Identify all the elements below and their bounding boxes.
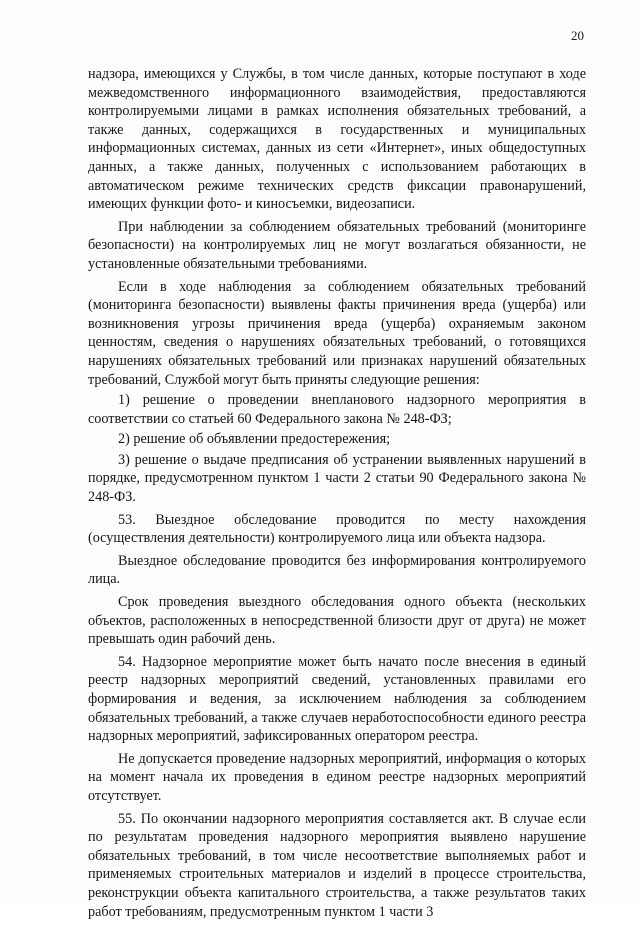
paragraph-field-survey-duration: Срок проведения выездного обследования одного объекта (нескольких объектов, расположенных в непосредственной близости друг от друга) не может превышать один рабочий день. bbox=[88, 594, 586, 648]
document-body bbox=[88, 65, 586, 925]
paragraph-53-field-survey: 53. Выездное обследование проводится по месту нахождения (осуществления деятельности) контролируемого лица или объекта надзора. bbox=[88, 511, 586, 547]
paragraph-54-registry: 54. Надзорное мероприятие может быть начато после внесения в единый реестр надзорных мероприятий сведений, установленных правилами его формирования и ведения, за исключением наблюдения за соблюдением обязательных требований, а также случаев неработоспособности единого реестра надзорных мероприятий, зафиксированных оператором реестра. bbox=[88, 653, 586, 745]
paragraph-registry-prohibition: Не допускается проведение надзорных мероприятий, информация о которых на момент начала их проведения в едином реестре надзорных мероприятий отсутствует. bbox=[88, 750, 586, 804]
list-item-unscheduled-inspection: 1) решение о проведении внепланового надзорного мероприятия в соответствии со статьей 60 Федерального закона № 248-ФЗ; bbox=[88, 392, 586, 427]
paragraph-continuation: надзора, имеющихся у Службы, в том числе данных, которые поступают в ходе межведомственного информационного взаимодействия, предоставляются контролируемыми лицами в рамках исполнения обязательных требований, а также данных, содержащихся в государственных и муниципальных информационных системах, данных из сети «Интернет», иных общедоступных данных, а также данных, полученных с использованием работающих в автоматическом режиме технических средств фиксации правонарушений, имеющих функции фото- и киносъемки, видеозаписи. bbox=[88, 66, 586, 213]
list-item-warning: 2) решение об объявлении предостережения; bbox=[118, 431, 391, 448]
page-number: 20 bbox=[571, 28, 584, 43]
paragraph-monitoring-decisions: Если в ходе наблюдения за соблюдением обязательных требований (мониторинга безопасности) выявлены факты причинения вреда (ущерба) или возникновения угрозы причинения вреда (ущерба) охраняемым законом ценностям, сведения о нарушениях обязательных требований, о готовящихся нарушениях обязательных требований или признаках нарушений обязательных требований, Службой могут быть приняты следующие решения: bbox=[88, 278, 586, 388]
paragraph-monitoring-obligations: При наблюдении за соблюдением обязательных требований (мониторинге безопасности) на контролируемых лиц не могут возлагаться обязанности, не установленные обязательными требованиями. bbox=[88, 218, 586, 272]
paragraph-field-survey-no-notice: Выездное обследование проводится без информирования контролируемого лица. bbox=[88, 552, 586, 588]
paragraph-55-act: 55. По окончании надзорного мероприятия составляется акт. В случае если по результатам проведения надзорного мероприятия выявлено нарушение обязательных требований, в том числе несоответствие выполняемых работ и применяемых строительных материалов и изделий в процессе строительства, реконструкции объекта капитального строительства, а также результатов таких работ требованиям, предусмотренным пунктом 1 части 3 bbox=[88, 810, 586, 920]
list-item-order: 3) решение о выдаче предписания об устранении выявленных нарушений в порядке, предусмотренном пунктом 1 части 2 статьи 90 Федерального закона № 248-ФЗ. bbox=[88, 451, 586, 506]
